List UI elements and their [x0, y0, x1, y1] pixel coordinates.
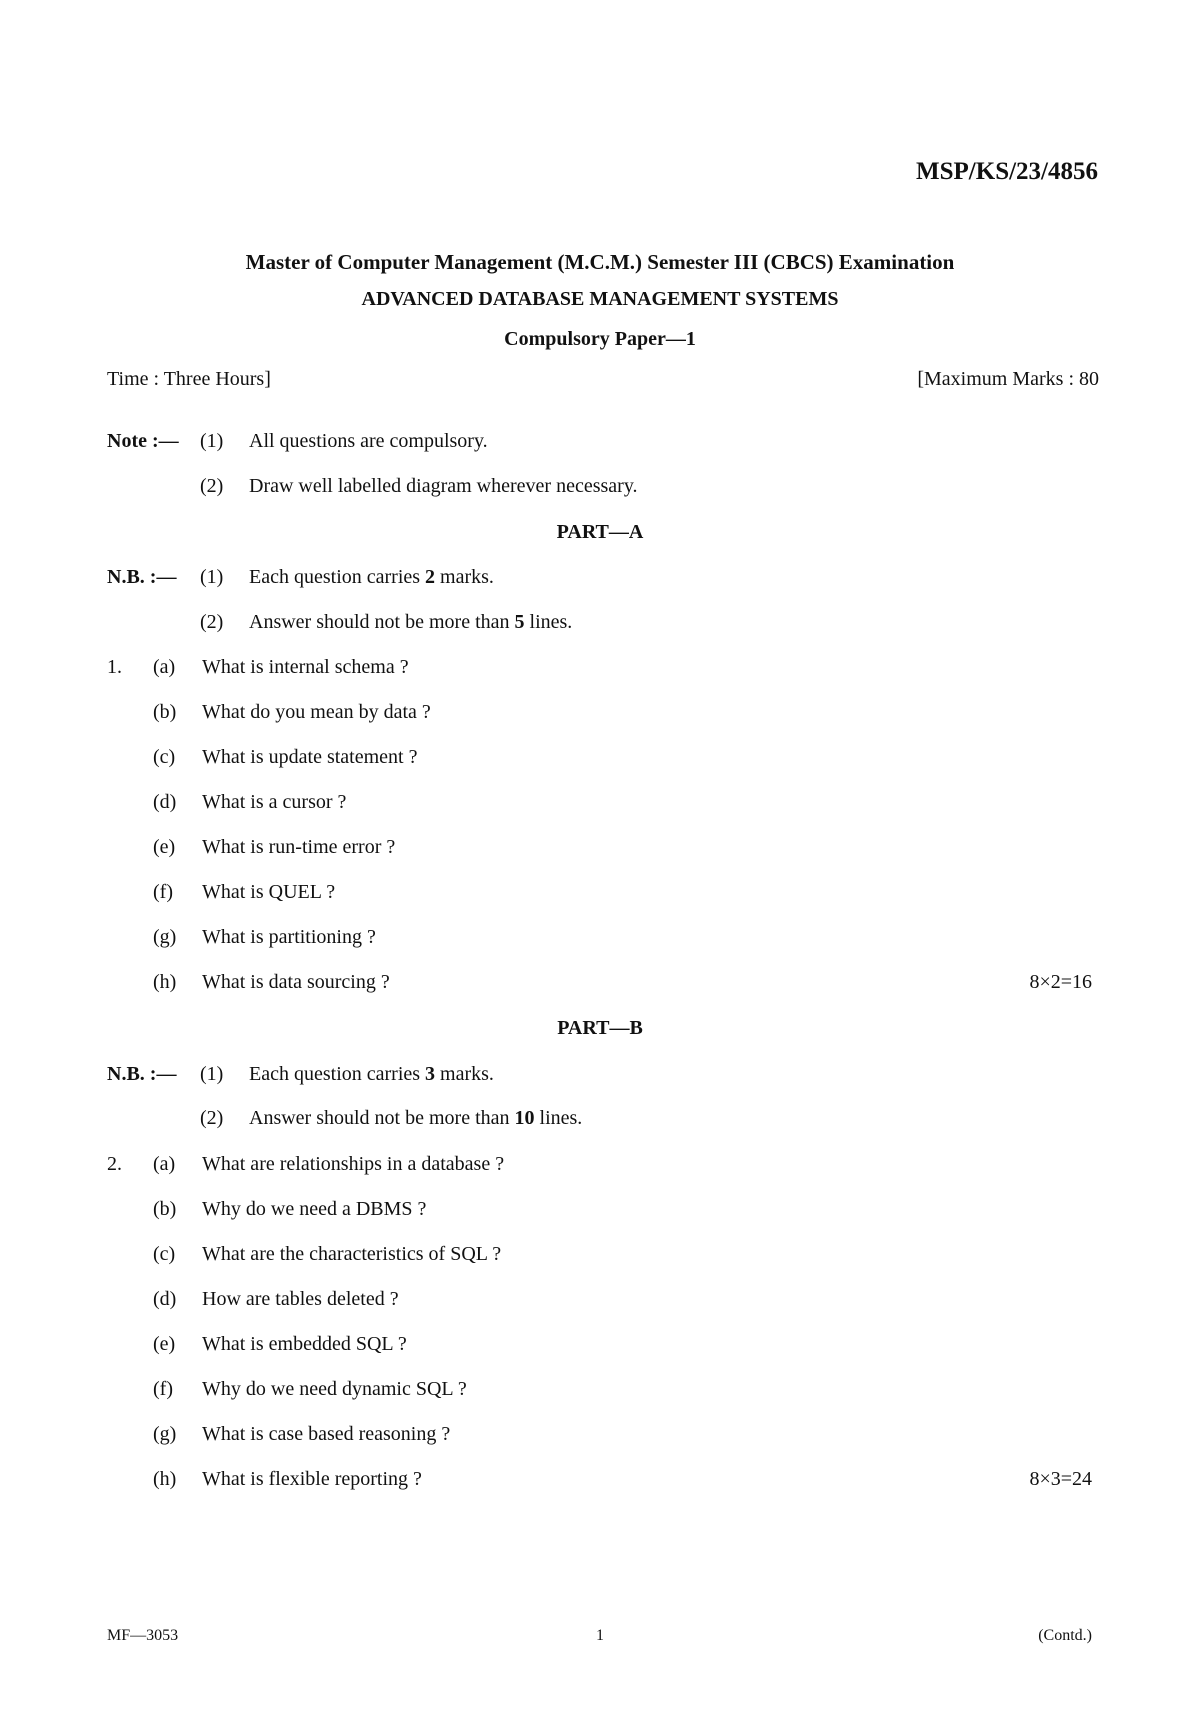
sub-label: (g) [153, 926, 177, 948]
question-text: How are tables deleted ? [202, 1288, 399, 1310]
sub-label: (d) [153, 791, 177, 813]
question-text: What is case based reasoning ? [202, 1423, 451, 1445]
question-text: What do you mean by data ? [202, 701, 431, 723]
sub-label: (a) [153, 656, 176, 678]
marks-total: 8×3=24 [1029, 1468, 1092, 1490]
question-number: 1. [107, 656, 122, 678]
question-text: What is internal schema ? [202, 656, 409, 678]
paper-title: Compulsory Paper—1 [504, 328, 696, 350]
sub-label: (f) [153, 1378, 173, 1400]
question-text: What is partitioning ? [202, 926, 376, 948]
sub-label: (b) [153, 701, 177, 723]
question-text: What is update statement ? [202, 746, 418, 768]
question-text: What is data sourcing ? [202, 971, 390, 993]
part-b-title: PART—B [557, 1017, 643, 1039]
nb-text: Each question carries 3 marks. [249, 1063, 494, 1085]
note-label: Note :— [107, 430, 179, 452]
exam-title: Master of Computer Management (M.C.M.) Semester III (CBCS) Examination [245, 250, 955, 274]
sub-label: (d) [153, 1288, 177, 1310]
sub-label: (a) [153, 1153, 176, 1175]
page-number: 1 [596, 1627, 604, 1644]
sub-label: (h) [153, 1468, 177, 1490]
nb-text: Each question carries 2 marks. [249, 566, 494, 588]
sub-label: (e) [153, 836, 176, 858]
question-text: What is embedded SQL ? [202, 1333, 407, 1355]
nb-num: (2) [200, 1107, 224, 1129]
sub-label: (f) [153, 881, 173, 903]
sub-label: (b) [153, 1198, 177, 1220]
subject-title: ADVANCED DATABASE MANAGEMENT SYSTEMS [361, 288, 839, 310]
question-text: Why do we need dynamic SQL ? [202, 1378, 467, 1400]
sub-label: (c) [153, 746, 176, 768]
question-text: What is flexible reporting ? [202, 1468, 422, 1490]
nb-num: (2) [200, 611, 224, 633]
max-marks-label: [Maximum Marks : 80 [917, 368, 1099, 390]
sub-label: (c) [153, 1243, 176, 1265]
marks-total: 8×2=16 [1029, 971, 1092, 993]
nb-num: (1) [200, 1063, 224, 1085]
paper-code: MSP/KS/23/4856 [916, 158, 1098, 185]
part-a-nb-label: N.B. :— [107, 566, 177, 588]
nb-num: (1) [200, 566, 224, 588]
footer-contd: (Contd.) [1038, 1627, 1092, 1644]
nb-text: Answer should not be more than 10 lines. [249, 1107, 583, 1129]
footer-code: MF—3053 [107, 1627, 179, 1644]
question-text: What is a cursor ? [202, 791, 347, 813]
question-number: 2. [107, 1153, 122, 1175]
sub-label: (g) [153, 1423, 177, 1445]
question-text: What are the characteristics of SQL ? [202, 1243, 502, 1265]
sub-label: (e) [153, 1333, 176, 1355]
part-a-title: PART—A [556, 521, 644, 543]
sub-label: (h) [153, 971, 177, 993]
time-label: Time : Three Hours] [107, 368, 271, 390]
note-num: (2) [200, 475, 224, 497]
question-text: What are relationships in a database ? [202, 1153, 505, 1175]
note-text: All questions are compulsory. [249, 430, 488, 452]
note-text: Draw well labelled diagram wherever necessary. [249, 475, 638, 497]
nb-text: Answer should not be more than 5 lines. [249, 611, 573, 633]
part-b-nb-label: N.B. :— [107, 1063, 177, 1085]
note-num: (1) [200, 430, 224, 452]
question-text: Why do we need a DBMS ? [202, 1198, 427, 1220]
question-text: What is run-time error ? [202, 836, 396, 858]
question-text: What is QUEL ? [202, 881, 336, 903]
